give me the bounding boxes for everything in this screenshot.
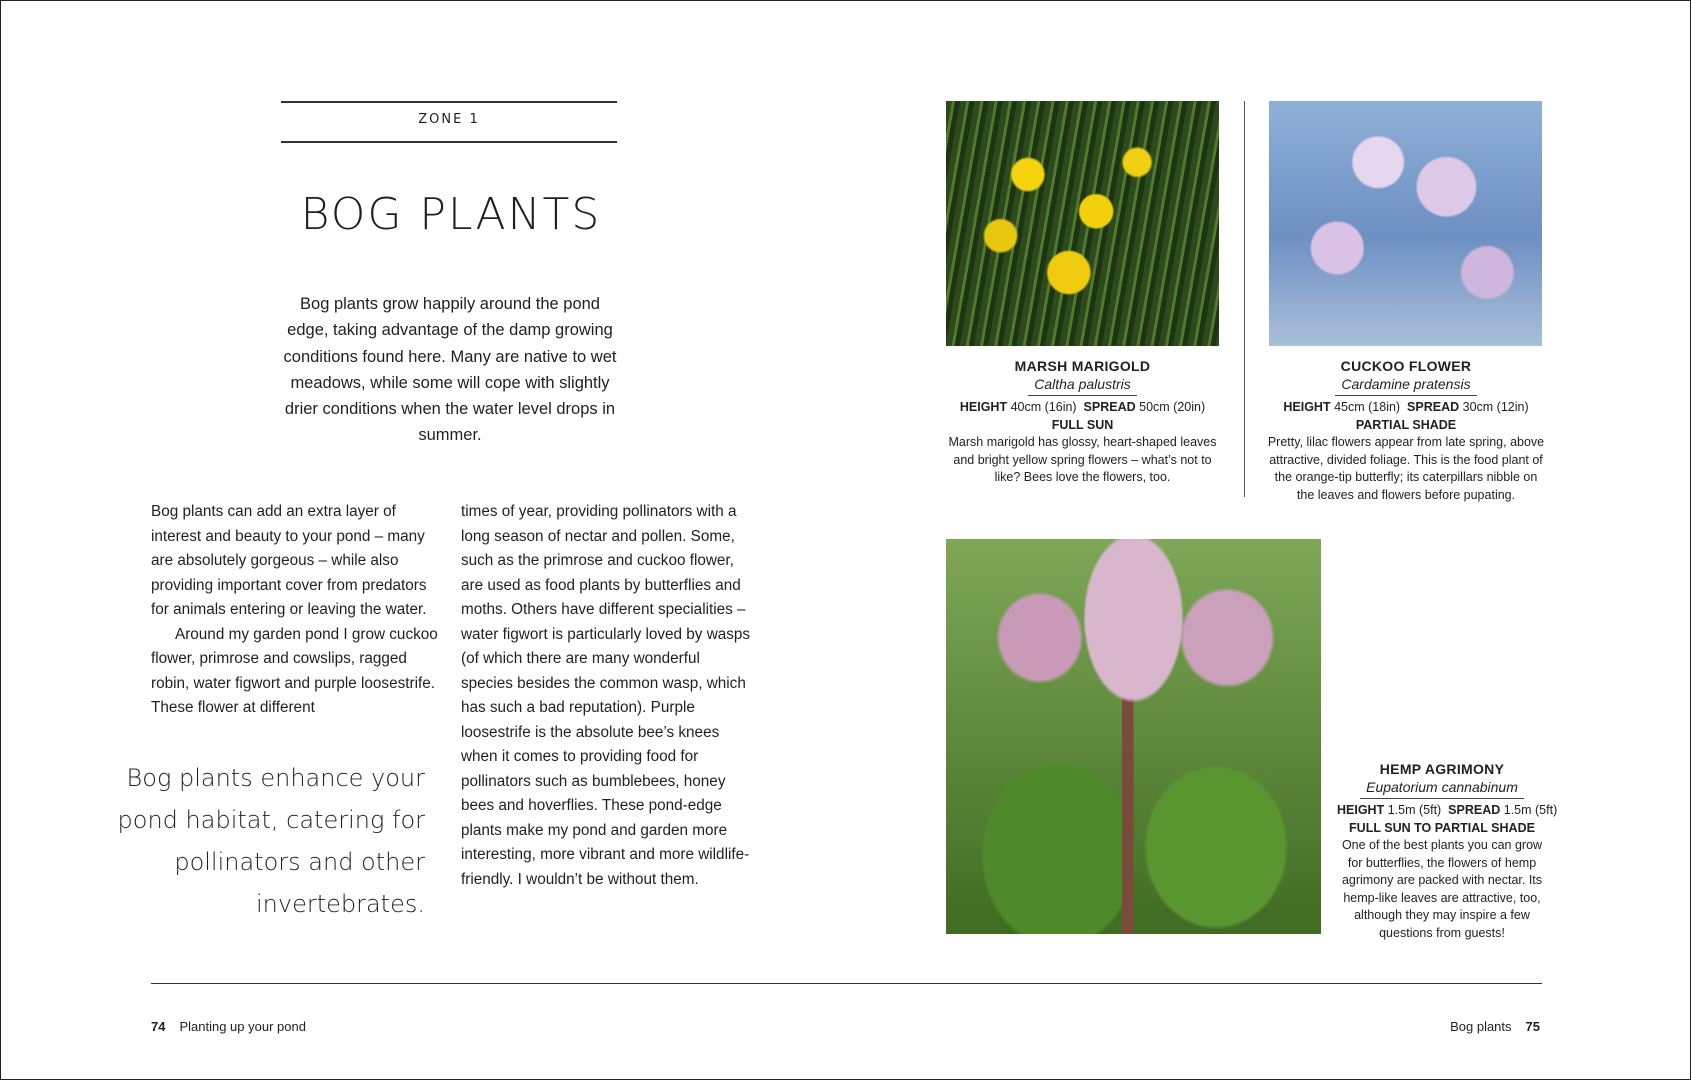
plant-height: 1.5m (5ft) (1387, 803, 1442, 817)
plant-light: PARTIAL SHADE (1355, 417, 1457, 432)
zone-rule-top (281, 101, 617, 103)
plant-caption-cuckoo-flower (1265, 358, 1547, 504)
body-column-2: times of year, providing pollinators with a long season of nectar and pollen. Some, such as the primrose and cuckoo flower, are used as food plants by butterflies and moths. Others have different specialities – water figwort is particularly loved by wasps (of which there are many wonderful species besides the common wasp, which has such a bad reputation). Purple loosestrife is the absolute bee’s knees when it comes to providing food for pollinators such as bumblebees, honey bees and hoverflies. These pond-edge plants make my pond and garden more interesting, more vibrant and more wildlife-friendly. I wouldn’t be without them. (461, 503, 751, 888)
plant-caption-marsh-marigold (946, 358, 1219, 487)
body-paragraph: Around my garden pond I grow cuckoo flower, primrose and cowslips, ragged robin, water figwort and purple loosestrife. These flower at different (151, 625, 438, 716)
plant-light: FULL SUN (1051, 417, 1114, 432)
spread-label: SPREAD (1083, 400, 1136, 414)
plant-spread: 50cm (20in) (1139, 400, 1206, 414)
spread-label: SPREAD (1448, 803, 1501, 817)
footer-section-left: Planting up your pond (179, 1019, 306, 1034)
plant-description: Pretty, lilac flowers appear from late spring, above attractive, divided foliage. This is the food plant of the orange-tip butterfly; its caterpillars nibble on the leaves and flowers before pupating. (1267, 435, 1545, 502)
page-title: BOG PLANTS (300, 189, 602, 240)
cuckoo-flower-photo (1269, 101, 1542, 346)
marsh-marigold-photo (946, 101, 1219, 346)
plant-name: CUCKOO FLOWER (1340, 358, 1472, 374)
plant-height: 40cm (16in) (1010, 400, 1077, 414)
footer-section-right: Bog plants (1450, 1019, 1512, 1034)
pull-quote: Bog plants enhance your pond habitat, catering for pollinators and other invertebrates. (117, 764, 425, 918)
footer-right (1450, 1019, 1540, 1034)
zone-label: ZONE 1 (418, 112, 480, 127)
hemp-agrimony-photo (946, 539, 1321, 934)
plant-latin-name: Cardamine pratensis (1335, 376, 1476, 397)
body-column-1 (151, 500, 441, 721)
footer-left (151, 1019, 306, 1034)
plant-spread: 1.5m (5ft) (1503, 803, 1558, 817)
plant-height: 45cm (18in) (1334, 400, 1401, 414)
spread-label: SPREAD (1407, 400, 1460, 414)
caption-divider (1244, 101, 1245, 497)
height-label: HEIGHT (1337, 803, 1385, 817)
zone-rule-bottom (281, 141, 617, 143)
plant-light: FULL SUN TO PARTIAL SHADE (1349, 820, 1535, 835)
plant-description: Marsh marigold has glossy, heart-shaped leaves and bright yellow spring flowers – what’s not to like? Bees love the flowers, too. (948, 435, 1217, 484)
plant-caption-hemp-agrimony (1337, 761, 1558, 942)
footer-rule (151, 983, 1542, 984)
plant-name: HEMP AGRIMONY (1379, 761, 1505, 777)
plant-name: MARSH MARIGOLD (1014, 358, 1151, 374)
intro-paragraph: Bog plants grow happily around the pond edge, taking advantage of the damp growing conditions found here. Many are native to wet meadows, while some will cope with slightly drier conditions when the water level drops in summer. (283, 295, 617, 445)
plant-latin-name: Caltha palustris (1028, 376, 1137, 397)
plant-spread: 30cm (12in) (1462, 400, 1529, 414)
plant-latin-name: Eupatorium cannabinum (1360, 779, 1524, 800)
page-number-left: 74 (151, 1019, 166, 1034)
body-paragraph: Bog plants can add an extra layer of interest and beauty to your pond – many are absolutely gorgeous – while also providing important cover from predators for animals entering or leaving the water. (151, 503, 427, 618)
height-label: HEIGHT (1283, 400, 1331, 414)
page-number-right: 75 (1525, 1019, 1540, 1034)
height-label: HEIGHT (959, 400, 1008, 414)
plant-description: One of the best plants you can grow for butterflies, the flowers of hemp agrimony are packed with nectar. Its hemp-like leaves are attractive, too, although they may inspire a few questions from guests! (1341, 838, 1543, 940)
